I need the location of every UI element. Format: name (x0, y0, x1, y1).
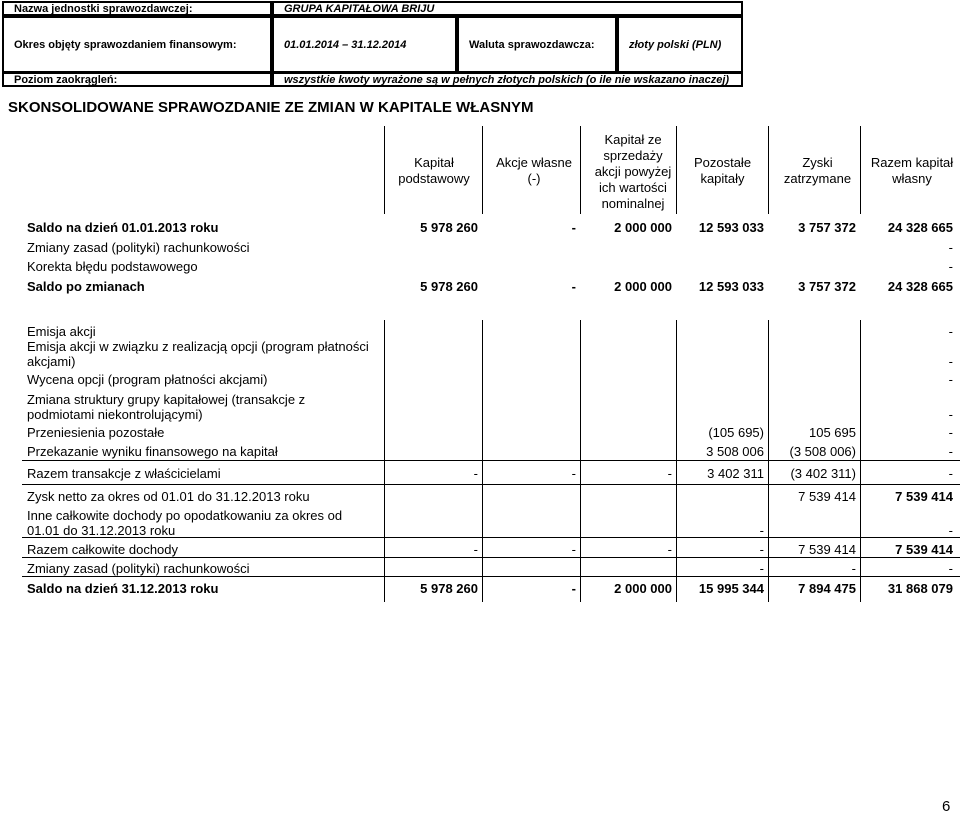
cell: 5 978 260 (420, 279, 478, 294)
currency-value: złoty polski (PLN) (617, 16, 743, 73)
grid-line (580, 320, 581, 602)
row-label: Saldo na dzień 31.12.2013 roku (27, 581, 219, 596)
statement-title: SKONSOLIDOWANE SPRAWOZDANIE ZE ZMIAN W KAPITALE WŁASNYM (8, 99, 534, 116)
row-label: Korekta błędu podstawowego (27, 259, 198, 274)
grid-line (482, 320, 483, 602)
cell: - (571, 581, 576, 596)
cell: 24 328 665 (887, 220, 953, 235)
cell: 3 402 311 (707, 466, 764, 481)
cell: - (948, 324, 953, 339)
grid-line (676, 126, 677, 214)
row-label: Inne całkowite dochody po opodatkowaniu za okres od 01.01 do 31.12.2013 roku (27, 508, 343, 538)
cell: - (948, 466, 953, 481)
cell: 5 978 260 (420, 220, 478, 235)
cell: 7 539 414 (798, 489, 856, 504)
cell: 7 894 475 (798, 581, 856, 596)
cell: - (851, 561, 856, 576)
entity-value: GRUPA KAPITAŁOWA BRIJU (272, 1, 743, 16)
column-header-other-reserves: Pozostałe kapitały (693, 155, 752, 186)
separator-line (22, 557, 960, 558)
cell: 7 539 414 (895, 542, 953, 557)
cell: - (473, 466, 478, 481)
rounding-value: wszystkie kwoty wyrażone są w pełnych złotych polskich (o ile nie wskazano inaczej) (272, 72, 743, 87)
entity-label: Nazwa jednostki sprawozdawczej: (2, 1, 272, 16)
grid-line (482, 126, 483, 214)
grid-line (860, 126, 861, 214)
separator-line (22, 576, 960, 577)
separator-line (22, 460, 960, 461)
cell: - (948, 561, 953, 576)
column-header-share-premium: Kapitał ze sprzedaży akcji powyżej ich wartości nominalnej (594, 132, 672, 211)
row-label: Wycena opcji (program płatności akcjami) (27, 372, 268, 387)
cell: 5 978 260 (420, 581, 478, 596)
column-header-retained-earnings: Zyski zatrzymane (783, 155, 852, 186)
row-label: Zmiany zasad (polityki) rachunkowości (27, 240, 250, 255)
cell: - (948, 259, 953, 274)
cell: 12 593 033 (698, 220, 764, 235)
row-label: Emisja akcji (27, 324, 96, 339)
cell: - (948, 240, 953, 255)
row-label: Saldo po zmianach (27, 279, 145, 294)
grid-line (384, 320, 385, 602)
cell: 2 000 000 (614, 279, 672, 294)
cell: - (571, 220, 576, 235)
cell: - (948, 372, 953, 387)
column-header-treasury-shares: Akcje własne (-) (496, 155, 572, 186)
column-header-share-capital: Kapitał podstawowy (398, 155, 470, 186)
cell: 2 000 000 (614, 220, 672, 235)
grid-line (676, 320, 677, 602)
cell: (3 402 311) (790, 466, 856, 481)
rounding-label: Poziom zaokrągleń: (2, 72, 272, 87)
cell: - (948, 407, 953, 422)
cell: - (473, 542, 478, 557)
cell: 15 995 344 (698, 581, 764, 596)
cell: 7 539 414 (895, 489, 953, 504)
row-label: Zmiana struktury grupy kapitałowej (transakcje z podmiotami niekontrolującymi) (27, 392, 306, 422)
row-label: Emisja akcji w związku z realizacją opcji (program płatności akcjami) (27, 339, 369, 369)
cell: - (571, 466, 576, 481)
cell: (3 508 006) (789, 444, 856, 459)
cell: 24 328 665 (887, 279, 953, 294)
row-label: Razem transakcje z właścicielami (27, 466, 221, 481)
cell: 3 757 372 (798, 220, 856, 235)
cell: - (667, 542, 672, 557)
row-label: Saldo na dzień 01.01.2013 roku (27, 220, 219, 235)
cell: 7 539 414 (798, 542, 856, 557)
cell: 12 593 033 (698, 279, 764, 294)
row-label: Razem całkowite dochody (27, 542, 179, 557)
grid-line (768, 126, 769, 214)
cell: - (571, 279, 576, 294)
cell: 2 000 000 (614, 581, 672, 596)
row-label: Zysk netto za okres od 01.01 do 31.12.2013 roku (27, 489, 310, 504)
row-label: Przekazanie wyniku finansowego na kapitał (27, 444, 278, 459)
cell: 105 695 (809, 425, 856, 440)
column-header-total-equity: Razem kapitał własny (870, 155, 954, 186)
cell: - (759, 523, 764, 538)
grid-line (768, 320, 769, 602)
cell: - (571, 542, 576, 557)
cell: 3 757 372 (798, 279, 856, 294)
currency-label: Waluta sprawozdawcza: (457, 16, 617, 73)
cell: - (759, 561, 764, 576)
grid-line (384, 126, 385, 214)
cell: - (948, 425, 953, 440)
page-number: 6 (942, 798, 951, 815)
cell: (105 695) (708, 425, 764, 440)
row-label: Przeniesienia pozostałe (27, 425, 165, 440)
row-label: Zmiany zasad (polityki) rachunkowości (27, 561, 250, 576)
cell: - (667, 466, 672, 481)
period-label: Okres objęty sprawozdaniem finansowym: (2, 16, 272, 73)
period-value: 01.01.2014 – 31.12.2014 (272, 16, 457, 73)
cell: - (948, 354, 953, 369)
cell: - (948, 444, 953, 459)
cell: - (948, 523, 953, 538)
cell: 3 508 006 (706, 444, 764, 459)
cell: 31 868 079 (887, 581, 953, 596)
cell: - (759, 542, 764, 557)
separator-line (22, 484, 960, 485)
grid-line (580, 126, 581, 214)
